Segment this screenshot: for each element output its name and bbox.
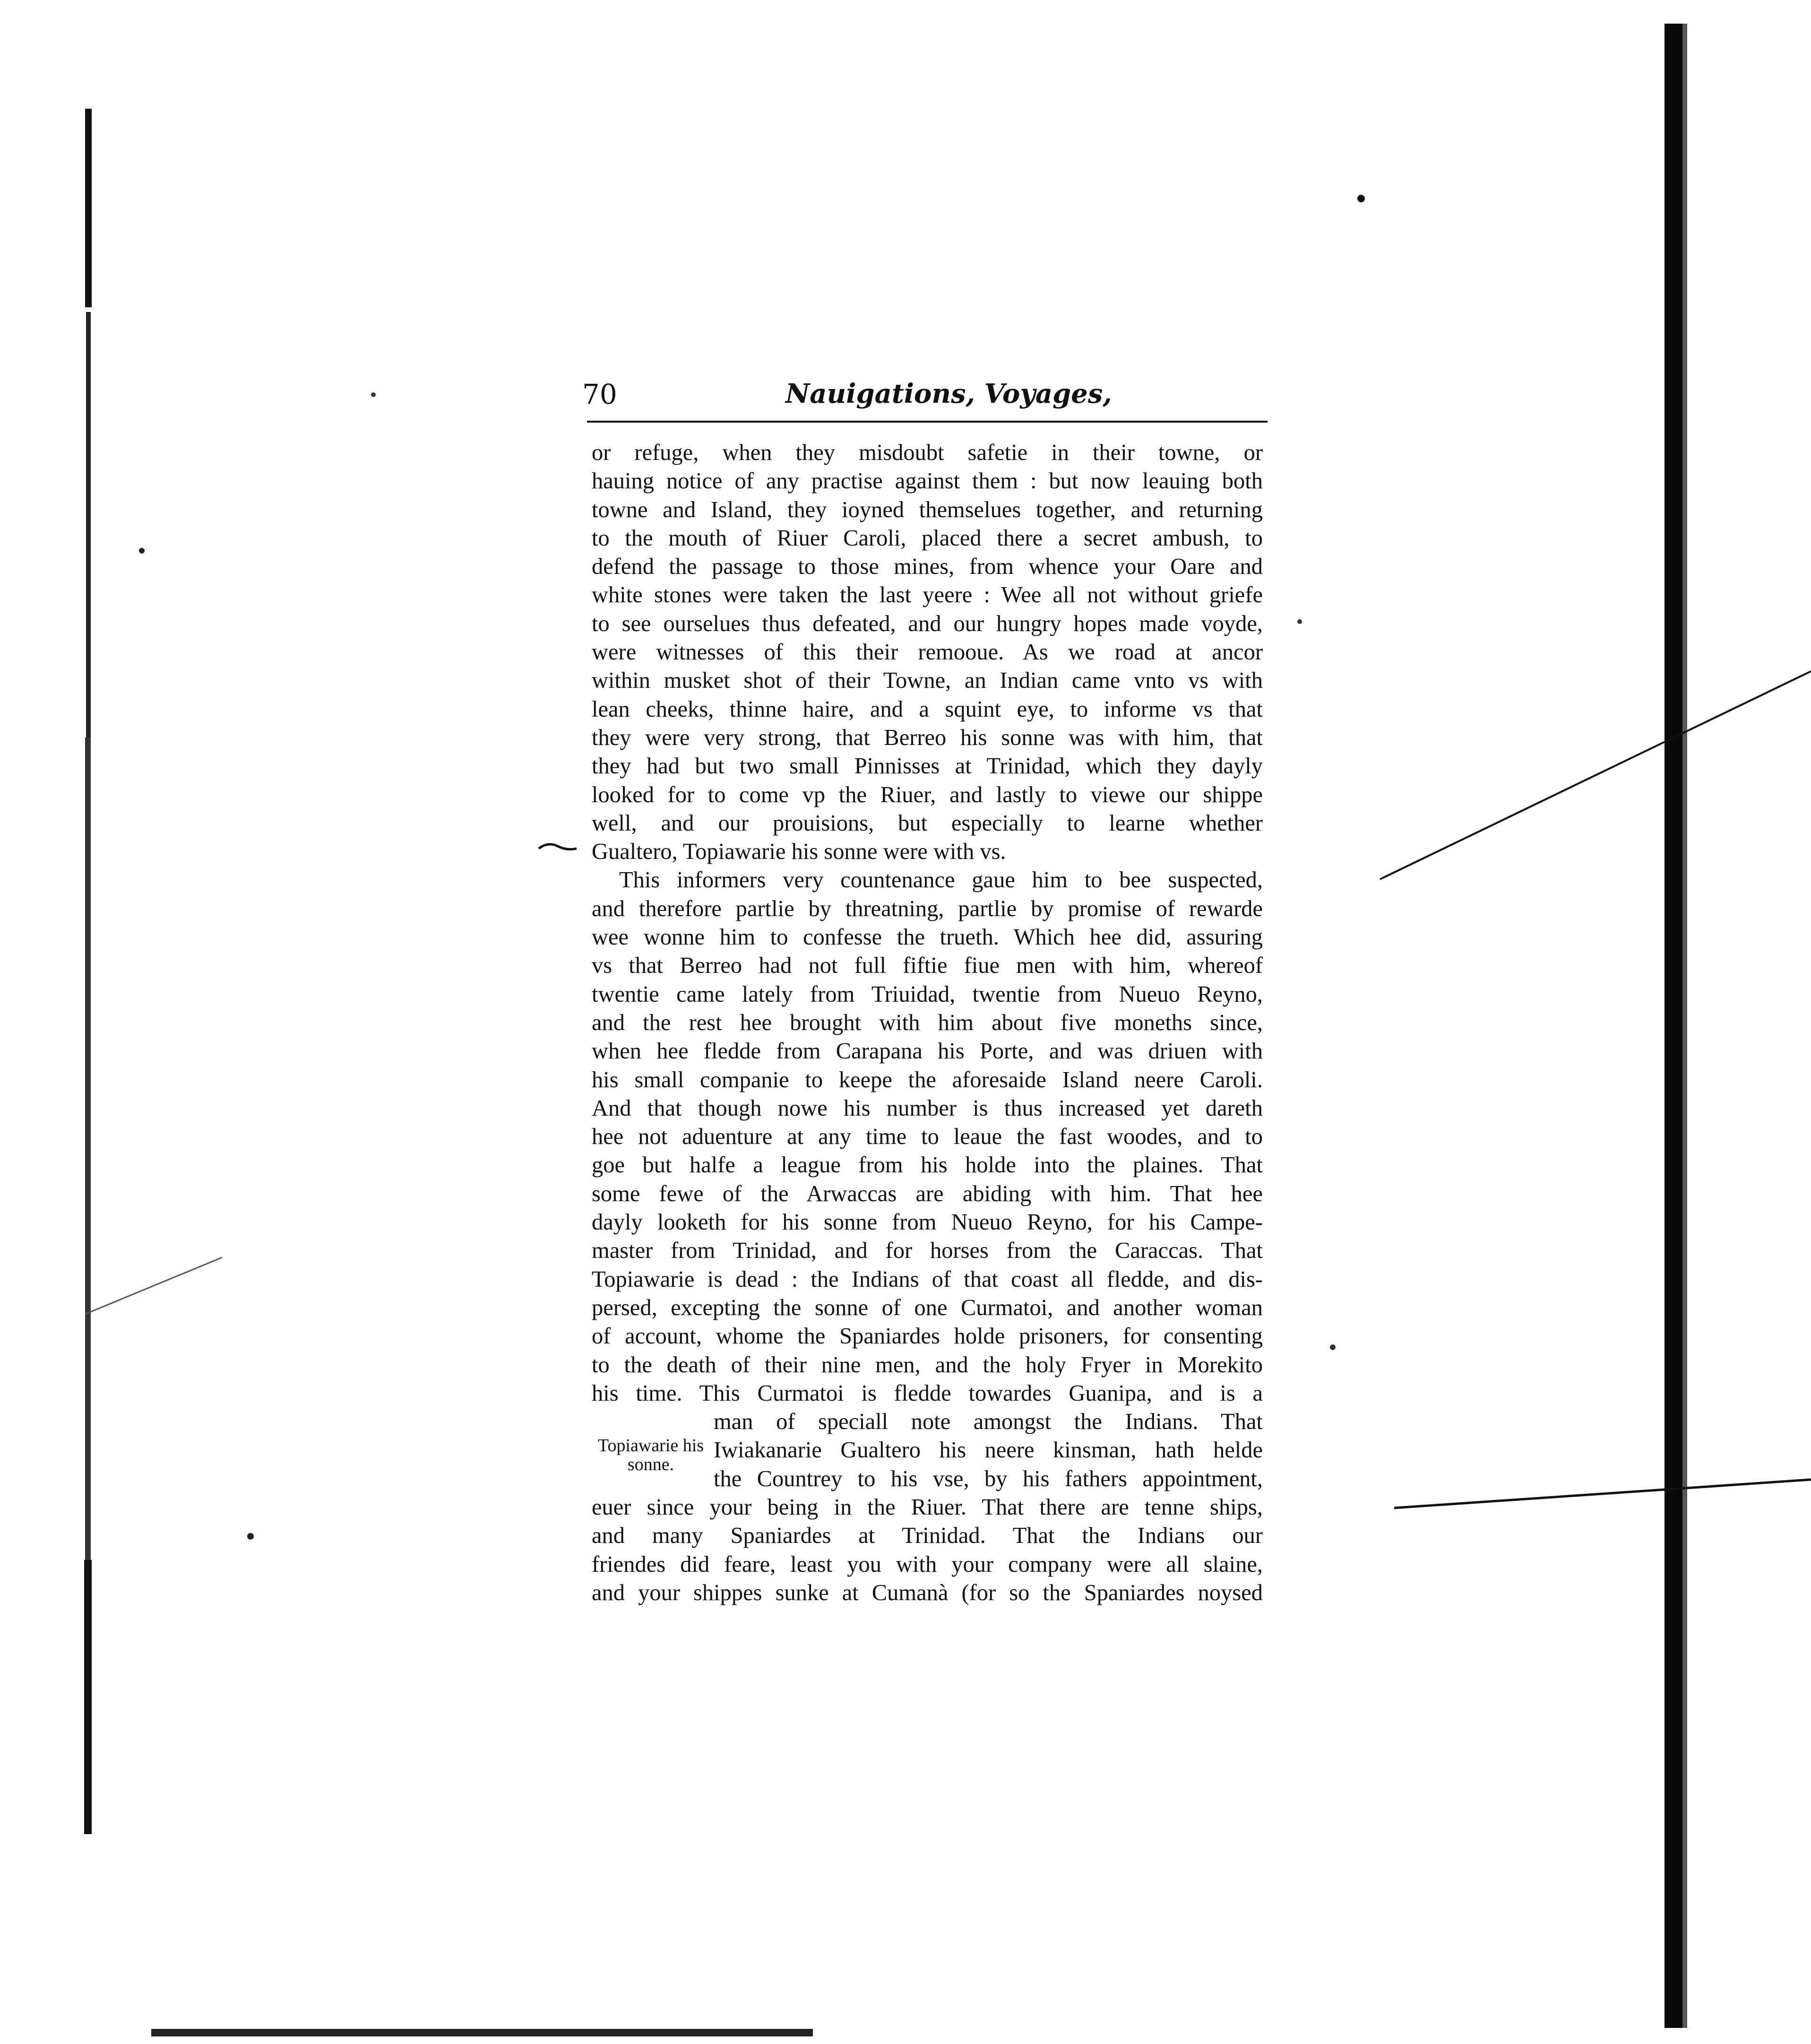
left-edge-mark-3 <box>85 737 91 1565</box>
text-line: within musket shot of their Towne, an Indian came vnto vs with <box>592 668 1263 693</box>
text-line: friendes did feare, least you with your company were all slaine, <box>592 1551 1263 1577</box>
text-line: and therefore partlie by threatning, partlie by promise of rewarde <box>592 896 1263 921</box>
speck <box>1357 195 1365 202</box>
header-rule <box>587 421 1268 423</box>
text-line: dayly looketh for his sonne from Nueuo Reyno, for his Campe- <box>592 1210 1263 1235</box>
text-line: and the rest hee brought with him about five moneths since, <box>592 1010 1263 1035</box>
text-line: wee wonne him to confesse the trueth. Which hee did, assuring <box>592 925 1263 950</box>
speck <box>139 548 145 554</box>
right-binding-shadow <box>1682 24 1687 2028</box>
margin-tilde-mark <box>539 844 577 849</box>
left-edge-mark-2 <box>86 312 91 737</box>
text-line: his time. This Curmatoi is fledde towardes Guanipa, and is a <box>592 1380 1263 1406</box>
running-head: Nauigations, Voyages, <box>785 378 1112 409</box>
stray-diagonal-line <box>1380 671 1811 879</box>
text-line: Iwiakanarie Gualtero his neere kinsman, hath helde <box>714 1438 1263 1463</box>
text-line: vs that Berreo had not full fiftie fiue men with him, whereof <box>592 953 1263 979</box>
speck <box>247 1533 254 1540</box>
left-edge-mark-4 <box>84 1560 92 1834</box>
text-line: white stones were taken the last yeere : Wee all not without griefe <box>592 582 1263 608</box>
text-line: twentie came lately from Triuidad, twentie from Nueuo Reyno, <box>592 981 1263 1007</box>
text-line: the Countrey to his vse, by his fathers appointment, <box>714 1466 1263 1491</box>
text-line: Topiawarie is dead : the Indians of that coast all fledde, and dis- <box>592 1266 1263 1292</box>
speck <box>1297 619 1302 624</box>
text-line: persed, excepting the sonne of one Curmatoi, and another woman <box>592 1295 1263 1320</box>
text-line: and many Spaniardes at Trinidad. That the Indians our <box>592 1523 1263 1549</box>
text-line: hee not aduenture at any time to leaue the fast woodes, and to <box>592 1124 1263 1150</box>
text-line: his small companie to keepe the aforesaide Island neere Caroli. <box>592 1067 1263 1092</box>
stray-horizontal-line <box>1394 1480 1811 1508</box>
text-line: master from Trinidad, and for horses from the Caraccas. That <box>592 1238 1263 1264</box>
text-line: towne and Island, they ioyned themselues together, and returning <box>592 497 1263 522</box>
text-line: hauing notice of any practise against them : but now leauing both <box>592 468 1263 494</box>
right-binding-edge <box>1664 24 1682 2028</box>
text-line: lean cheeks, thinne haire, and a squint eye, to informe vs that <box>592 696 1263 722</box>
text-line: This informers very countenance gaue him to bee suspected, <box>619 867 1263 893</box>
text-line: well, and our prouisions, but especially to learne whether <box>592 810 1263 836</box>
text-line: defend the passage to those mines, from whence your Oare and <box>592 554 1263 580</box>
text-line: euer since your being in the Riuer. That there are tenne ships, <box>592 1494 1263 1520</box>
text-line: they were very strong, that Berreo his sonne was with him, that <box>592 725 1263 750</box>
text-line: some fewe of the Arwaccas are abiding with him. That hee <box>592 1181 1263 1206</box>
text-line: looked for to come vp the Riuer, and lastly to viewe our shippe <box>592 782 1263 807</box>
stray-left-line <box>85 1257 222 1314</box>
text-line: and your shippes sunke at Cumanà (for so the Spaniardes noysed <box>592 1580 1263 1605</box>
text-line: man of speciall note amongst the Indians. That <box>714 1409 1263 1435</box>
text-line: goe but halfe a league from his holde into the plaines. That <box>592 1152 1263 1178</box>
text-line: they had but two small Pinnisses at Trinidad, which they dayly <box>592 754 1263 779</box>
text-line: Gualtero, Topiawarie his sonne were with vs. <box>592 839 1006 865</box>
margin-note: Topiawarie his sonne. <box>597 1436 704 1474</box>
left-edge-mark-1 <box>85 109 92 307</box>
text-line: or refuge, when they misdoubt safetie in their towne, or <box>592 440 1263 465</box>
body-text <box>592 439 1263 1607</box>
speck <box>1330 1344 1336 1350</box>
bottom-edge-mark <box>151 2029 813 2036</box>
page-header <box>582 378 1270 421</box>
speck <box>371 392 376 397</box>
text-line: to the mouth of Riuer Caroli, placed there a secret ambush, to <box>592 525 1263 551</box>
text-line: when hee fledde from Carapana his Porte, and was driuen with <box>592 1039 1263 1064</box>
page-number: 70 <box>582 378 617 410</box>
text-line: to the death of their nine men, and the holy Fryer in Morekito <box>592 1352 1263 1377</box>
text-line: to see ourselues thus defeated, and our hungry hopes made voyde, <box>592 611 1263 636</box>
text-line: of account, whome the Spaniardes holde prisoners, for consenting <box>592 1324 1263 1349</box>
text-line: were witnesses of this their remooue. As we road at ancor <box>592 640 1263 665</box>
text-line: And that though nowe his number is thus increased yet dareth <box>592 1095 1263 1121</box>
